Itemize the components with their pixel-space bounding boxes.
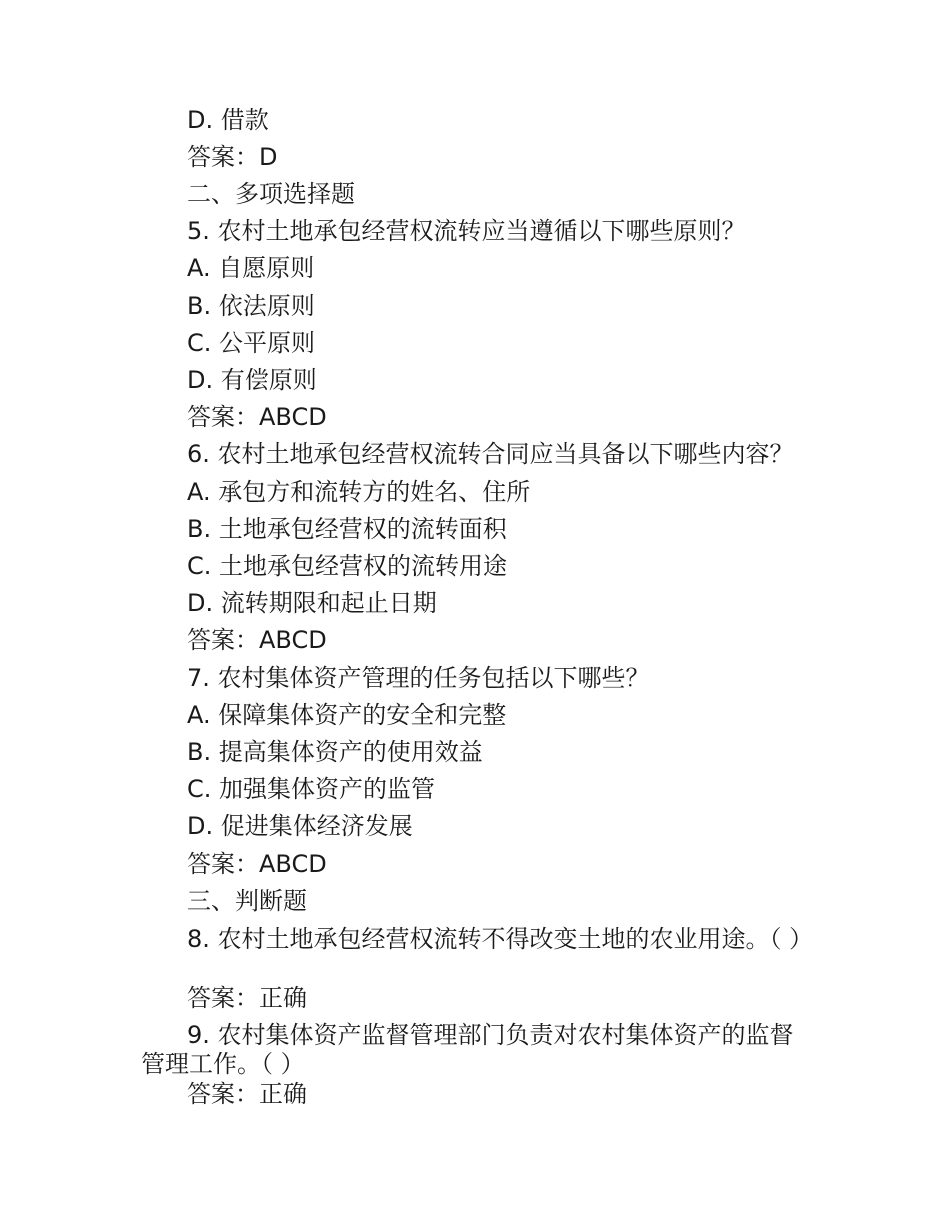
answer-q9: 答案：正确 (187, 1080, 307, 1108)
option-a-q6: A. 承包方和流转方的姓名、住所 (187, 478, 531, 506)
answer-q5: 答案：ABCD (187, 403, 327, 431)
option-d-q4: D. 借款 (187, 106, 269, 134)
answer-q8: 答案：正确 (187, 984, 307, 1012)
option-d-q5: D. 有偿原则 (187, 366, 317, 394)
question-8: 8. 农村土地承包经营权流转不得改变土地的农业用途。（ ） (187, 925, 814, 953)
question-6: 6. 农村土地承包经营权流转合同应当具备以下哪些内容？ (187, 440, 794, 468)
option-b-q7: B. 提高集体资产的使用效益 (187, 738, 483, 766)
answer-q4: 答案：D (187, 143, 278, 171)
answer-q6: 答案：ABCD (187, 626, 327, 654)
question-5: 5. 农村土地承包经营权流转应当遵循以下哪些原则？ (187, 217, 746, 245)
option-d-q7: D. 促进集体经济发展 (187, 812, 413, 840)
option-a-q5: A. 自愿原则 (187, 254, 315, 282)
option-a-q7: A. 保障集体资产的安全和完整 (187, 701, 507, 729)
section-heading-multiple-choice: 二、多项选择题 (187, 180, 355, 208)
option-c-q5: C. 公平原则 (187, 329, 316, 357)
option-b-q5: B. 依法原则 (187, 292, 315, 320)
question-9: 9. 农村集体资产监督管理部门负责对农村集体资产的监督管理工作。（ ） (141, 1021, 794, 1078)
question-7: 7. 农村集体资产管理的任务包括以下哪些？ (187, 664, 650, 692)
answer-q7: 答案：ABCD (187, 850, 327, 878)
option-d-q6: D. 流转期限和起止日期 (187, 589, 437, 617)
option-c-q7: C. 加强集体资产的监管 (187, 775, 436, 803)
section-heading-true-false: 三、判断题 (187, 887, 307, 915)
option-b-q6: B. 土地承包经营权的流转面积 (187, 515, 507, 543)
option-c-q6: C. 土地承包经营权的流转用途 (187, 552, 508, 580)
